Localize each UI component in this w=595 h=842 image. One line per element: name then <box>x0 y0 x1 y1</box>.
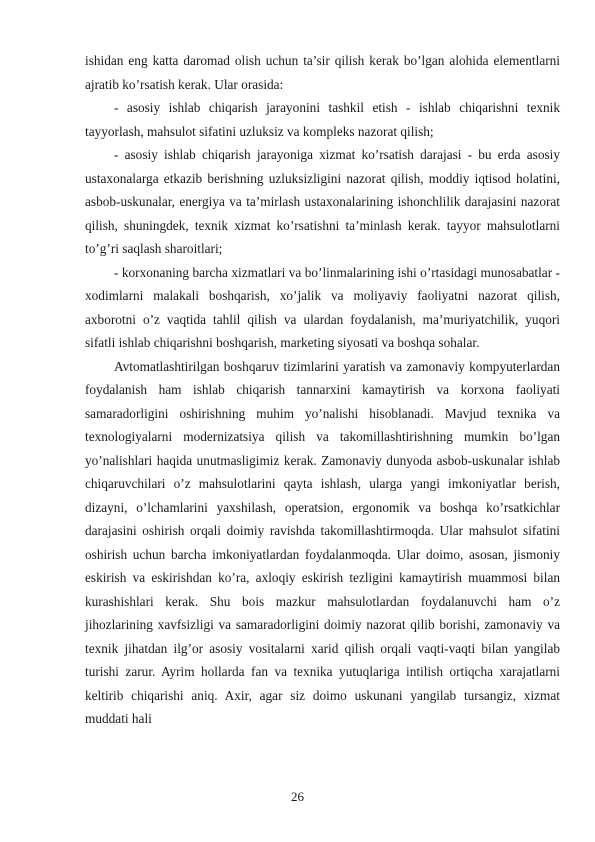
paragraph-automation: Avtomatlashtirilgan boshqaruv tizimlarini yaratish va zamonaviy kompyuterlardan foydalanish ham ishlab chiqarish tannarxini kamaytirish va korxona faoliyati samaradorligini oshirishning muhim yo’nalishi hisoblanadi. Mavjud texnika va texnologiyalarni modernizatsiya qilish va takomillashtirishning mumkin bo’lgan yo’nalishlari haqida unutmasligimiz kerak. Zamonaviy dunyoda asbob-uskunalar ishlab chiqaruvchilari o’z mahsulotlarini qayta ishlash, ularga yangi imkoniyatlar berish, dizayni, o’lchamlarini yaxshilash, operatsion, ergonomik va boshqa ko’rsatkichlar darajasini oshirish orqali doimiy ravishda takomillashtirmoqda. Ular mahsulot sifatini oshirish uchun barcha imkoniyatlardan foydalanmoqda. Ular doimo, asosan, jismoniy eskirish va eskirishdan ko’ra, axloqiy eskirish tezligini kamaytirish muammosi bilan kurashishlari kerak. Shu bois mazkur mahsulotlardan foydalanuvchi ham o’z jihozlarining xavfsizligi va samaradorligini doimiy nazorat qilib borishi, zamonaviy va texnik jihatdan ilg’or asosiy vositalarni xarid qilish orqali vaqti-vaqti bilan yangilab turishi zarur. Ayrim hollarda fan va texnika yutuqlariga intilish ortiqcha xarajatlarni keltirib chiqarishi aniq. Axir, agar siz doimo uskunani yangilab tursangiz, xizmat muddati hali <box>85 358 560 726</box>
paragraph-continuation: ishidan eng katta daromad olish uchun ta’sir qilish kerak bo’lgan alohida elementlarni ajratib ko’rsatish kerak. Ular orasida: <box>85 53 560 92</box>
list-item-service-level: - asosiy ishlab chiqarish jarayoniga xizmat ko’rsatish darajasi - bu erda asosiy ustaxonalarga etkazib berishning uzluksizligini nazorat qilish, moddiy iqtisod holatini, asbob-uskunalar, energiya va ta’mirlash ustaxonalarining ishonchlilik darajasini nazorat qilish, shuningdek, texnik xizmat ko’rsatishni ta’minlash kerak. tayyor mahsulotlarni to’g’ri saqlash sharoitlari; <box>85 147 560 256</box>
list-item-production-process: - asosiy ishlab chiqarish jarayonini tashkil etish - ishlab chiqarishni texnik tayyorlash, mahsulot sifatini uzluksiz va kompleks nazorat qilish; <box>85 100 560 139</box>
page-number: 26 <box>291 789 304 804</box>
list-item-departments-relations: - korxonaning barcha xizmatlari va bo’linmalarining ishi o’rtasidagi munosabatlar - xodimlarni malakali boshqarish, xo’jalik va moliyaviy faoliyatni nazorat qilish, axborotni o’z vaqtida tahlil qilish va ulardan foydalanish, ma’muriyatchilik, yuqori sifatli ishlab chiqarishni boshqarish, marketing siyosati va boshqa sohalar. <box>85 264 560 350</box>
body-text <box>85 49 560 731</box>
